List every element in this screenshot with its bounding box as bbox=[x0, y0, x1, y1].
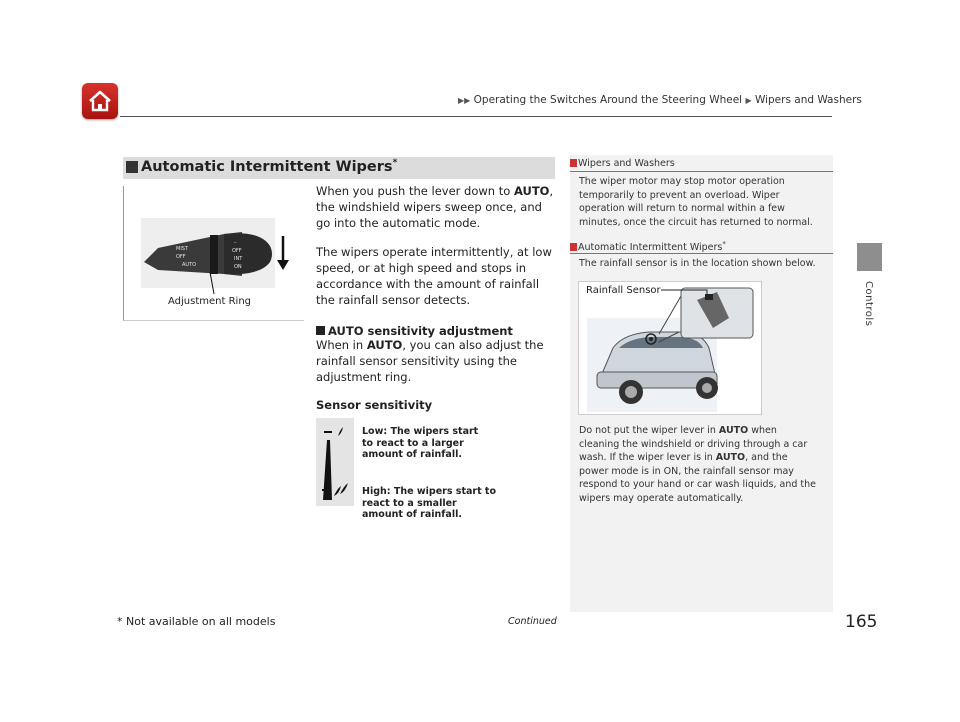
svg-text:MIST: MIST bbox=[176, 246, 189, 252]
svg-text:INT: INT bbox=[234, 256, 243, 262]
sensor-sensitivity-heading: Sensor sensitivity bbox=[316, 398, 433, 412]
note-divider bbox=[570, 253, 833, 254]
adjustment-ring-caption: Adjustment Ring bbox=[168, 296, 252, 307]
section-header bbox=[123, 157, 555, 179]
svg-text:–: – bbox=[234, 240, 237, 246]
note-car-wash-text: Do not put the wiper lever in AUTO when cleaning the windshield or driving through a car wash. If the wiper lever is in AUTO, and the power mode is in ON, the rainfall sensor may respond to your hand or car wash liquids, and the wipers may operate automatically. bbox=[579, 425, 817, 504]
chapter-tab-label[interactable]: Controls bbox=[863, 281, 874, 327]
note-divider bbox=[570, 171, 833, 172]
sensitivity-scale bbox=[316, 418, 354, 506]
paragraph-intermittent: The wipers operate intermittently, at low speed, or at high speed and stops in accordance with the amount of rainfall the rainfall sensor detects. bbox=[316, 245, 552, 307]
section-title: Automatic Intermittent Wipers* bbox=[141, 158, 398, 175]
paragraph-auto-mode: When you push the lever down to AUTO, the windshield wipers sweep once, and go into the automatic mode. bbox=[316, 184, 554, 230]
subheading-sensitivity: AUTO sensitivity adjustment bbox=[316, 320, 513, 339]
breadcrumb bbox=[458, 94, 862, 106]
rainfall-sensor-illustration bbox=[578, 281, 762, 415]
page-number: 165 bbox=[845, 612, 878, 632]
continued-label: Continued bbox=[508, 616, 557, 627]
note-auto-wipers-heading: Automatic Intermittent Wipers* bbox=[570, 240, 726, 253]
svg-text:OFF: OFF bbox=[176, 254, 186, 260]
low-sensitivity-text: Low: The wipers start to react to a larger amount of rainfall. bbox=[362, 426, 479, 460]
note-wipers-washers-text: The wiper motor may stop motor operation temporarily to prevent an overload. Wiper operation will return to normal within a few minutes, once the circuit has returned to normal. bbox=[579, 176, 813, 228]
chapter-tab-marker[interactable] bbox=[857, 243, 882, 271]
svg-text:AUTO: AUTO bbox=[182, 262, 197, 268]
car-sensor-icon bbox=[579, 282, 761, 414]
breadcrumb-item-wipers[interactable]: Wipers and Washers bbox=[754, 94, 862, 106]
paragraph-adjustment: When in AUTO, you can also adjust the rainfall sensor sensitivity using the adjustment ring. bbox=[316, 338, 544, 384]
section-square-icon bbox=[126, 161, 138, 173]
svg-text:ON: ON bbox=[234, 264, 242, 270]
note-sensor-location-text: The rainfall sensor is in the location shown below. bbox=[579, 258, 816, 269]
breadcrumb-arrow-icon: ▶▶ bbox=[458, 96, 471, 105]
sensitivity-wedge-icon bbox=[316, 418, 354, 506]
note-wipers-washers-heading: Wipers and Washers bbox=[570, 158, 675, 169]
home-icon bbox=[82, 83, 118, 119]
svg-text:OFF: OFF bbox=[232, 248, 242, 254]
note-marker-icon bbox=[570, 243, 577, 251]
breadcrumb-arrow-icon: ▶ bbox=[745, 96, 752, 105]
rainfall-sensor-label: Rainfall Sensor bbox=[586, 285, 661, 296]
breadcrumb-item-steering-switches[interactable]: Operating the Switches Around the Steering Wheel bbox=[473, 94, 743, 106]
note-marker-icon bbox=[570, 159, 577, 167]
home-button[interactable] bbox=[82, 83, 118, 119]
subheading-square-icon bbox=[316, 326, 325, 335]
availability-footnote: * Not available on all models bbox=[117, 615, 276, 628]
header-divider bbox=[120, 116, 832, 117]
high-sensitivity-text: High: The wipers start to react to a smaller amount of rainfall. bbox=[362, 486, 497, 520]
